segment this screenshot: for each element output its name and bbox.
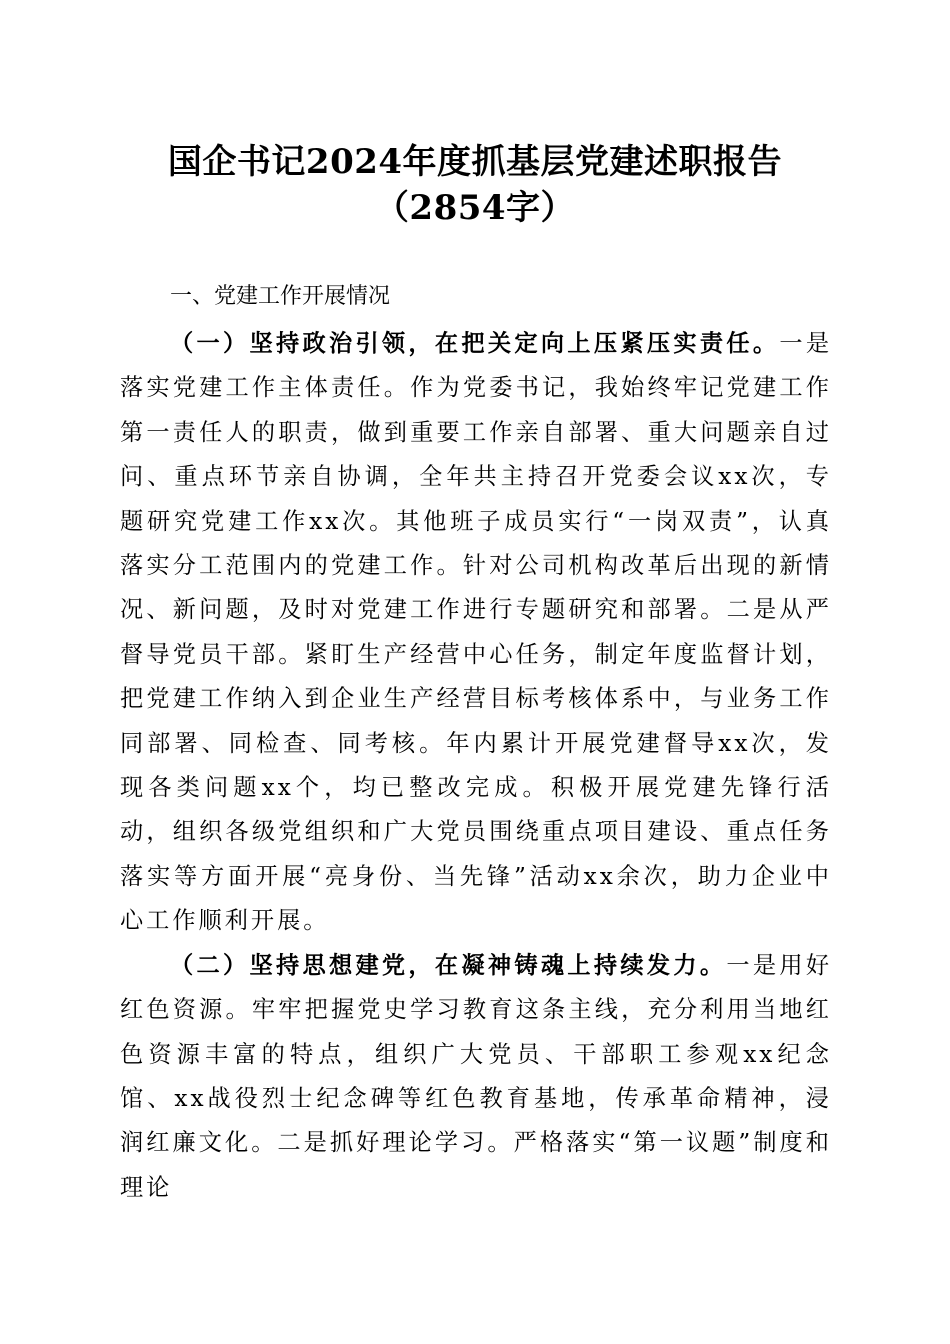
paragraph bbox=[120, 322, 832, 944]
paragraph bbox=[120, 944, 832, 1210]
section-heading: 一、党建工作开展情况 bbox=[170, 284, 391, 309]
paragraph-text: 一是落实党建工作主体责任。作为党委书记，我始终牢记党建工作第一责任人的职责，做到重要工作亲自部署、重大问题亲自过问、重点环节亲自协调，全年共主持召开党委会议xx次，专题研究党建工作xx次。其他班子成员实行“一岗双责”，认真落实分工范围内的党建工作。针对公司机构改革后出现的新情况、新问题，及时对党建工作进行专题研究和部署。二是从严督导党员干部。紧盯生产经营中心任务，制定年度监督计划，把党建工作纳入到企业生产经营目标考核体系中，与业务工作同部署、同检查、同考核。年内累计开展党建督导xx次，发现各类问题xx个，均已整改完成。积极开展党建先锋行活动，组织各级党组织和广大党员围绕重点项目建设、重点任务落实等方面开展“亮身份、当先锋”活动xx余次，助力企业中心工作顺利开展。 bbox=[120, 330, 833, 935]
document-word-count: （2854字） bbox=[374, 188, 576, 228]
paragraph-text: 一是用好红色资源。牢牢把握党史学习教育这条主线，充分利用当地红色资源丰富的特点，组织广大党员、干部职工参观xx纪念馆、xx战役烈士纪念碑等红色教育基地，传承革命精神，浸润红廉文化。二是抓好理论学习。严格落实“第一议题”制度和理论 bbox=[120, 951, 833, 1201]
document-body bbox=[120, 322, 832, 1210]
paragraph-subheading: （一）坚持政治引领，在把关定向上压紧压实责任。 bbox=[170, 330, 780, 357]
document-title: 国企书记2024年度抓基层党建述职报告 bbox=[167, 142, 783, 182]
paragraph-subheading: （二）坚持思想建党，在凝神铸魂上持续发力。 bbox=[170, 951, 727, 979]
